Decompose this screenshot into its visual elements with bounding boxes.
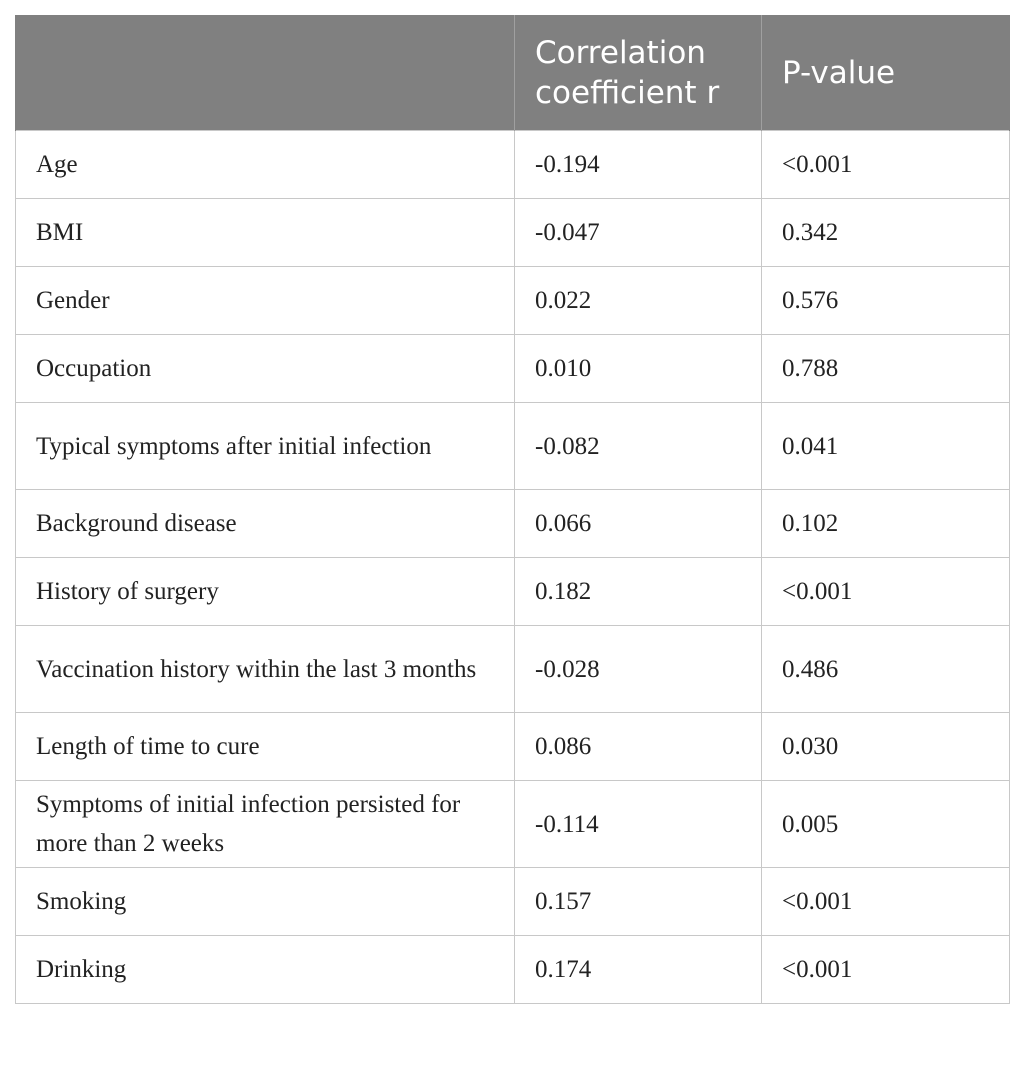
variable-cell: Gender: [16, 267, 515, 335]
variable-cell: Age: [16, 131, 515, 199]
variable-cell: Smoking: [16, 868, 515, 936]
variable-cell: Background disease: [16, 490, 515, 558]
table-row: [16, 335, 1010, 403]
variable-cell: BMI: [16, 199, 515, 267]
table-row: [16, 868, 1010, 936]
header-correlation-coefficient: Correlation coefficient r: [515, 16, 762, 131]
header-p-value: P-value: [762, 16, 1010, 131]
variable-cell: Occupation: [16, 335, 515, 403]
r-cell: 0.022: [515, 267, 762, 335]
r-cell: 0.182: [515, 558, 762, 626]
table-row: [16, 558, 1010, 626]
r-cell: -0.194: [515, 131, 762, 199]
r-cell: 0.010: [515, 335, 762, 403]
variable-cell: History of surgery: [16, 558, 515, 626]
header-variable: [16, 16, 515, 131]
table-header: [16, 16, 1010, 131]
table-row: [16, 781, 1010, 868]
p-cell: 0.788: [762, 335, 1010, 403]
table-row: [16, 199, 1010, 267]
r-cell: -0.047: [515, 199, 762, 267]
r-cell: -0.114: [515, 781, 762, 868]
r-cell: 0.157: [515, 868, 762, 936]
r-cell: -0.028: [515, 626, 762, 713]
variable-cell: Symptoms of initial infection persisted for more than 2 weeks: [16, 781, 515, 868]
p-cell: 0.041: [762, 403, 1010, 490]
variable-cell: Typical symptoms after initial infection: [16, 403, 515, 490]
r-cell: 0.086: [515, 713, 762, 781]
r-cell: 0.066: [515, 490, 762, 558]
p-cell: 0.342: [762, 199, 1010, 267]
header-row: [16, 16, 1010, 131]
table-row: [16, 267, 1010, 335]
table-row: [16, 403, 1010, 490]
p-cell: 0.576: [762, 267, 1010, 335]
p-cell: 0.102: [762, 490, 1010, 558]
table-row: [16, 131, 1010, 199]
variable-cell: Drinking: [16, 936, 515, 1004]
p-cell: <0.001: [762, 131, 1010, 199]
correlation-table-container: [15, 15, 1009, 1004]
table-row: [16, 713, 1010, 781]
p-cell: <0.001: [762, 868, 1010, 936]
variable-cell: Length of time to cure: [16, 713, 515, 781]
table-row: [16, 626, 1010, 713]
table-row: [16, 936, 1010, 1004]
correlation-table: [15, 15, 1010, 1004]
p-cell: 0.005: [762, 781, 1010, 868]
r-cell: -0.082: [515, 403, 762, 490]
variable-cell: Vaccination history within the last 3 months: [16, 626, 515, 713]
p-cell: <0.001: [762, 558, 1010, 626]
table-row: [16, 490, 1010, 558]
p-cell: <0.001: [762, 936, 1010, 1004]
p-cell: 0.030: [762, 713, 1010, 781]
table-body: [16, 131, 1010, 1004]
p-cell: 0.486: [762, 626, 1010, 713]
r-cell: 0.174: [515, 936, 762, 1004]
